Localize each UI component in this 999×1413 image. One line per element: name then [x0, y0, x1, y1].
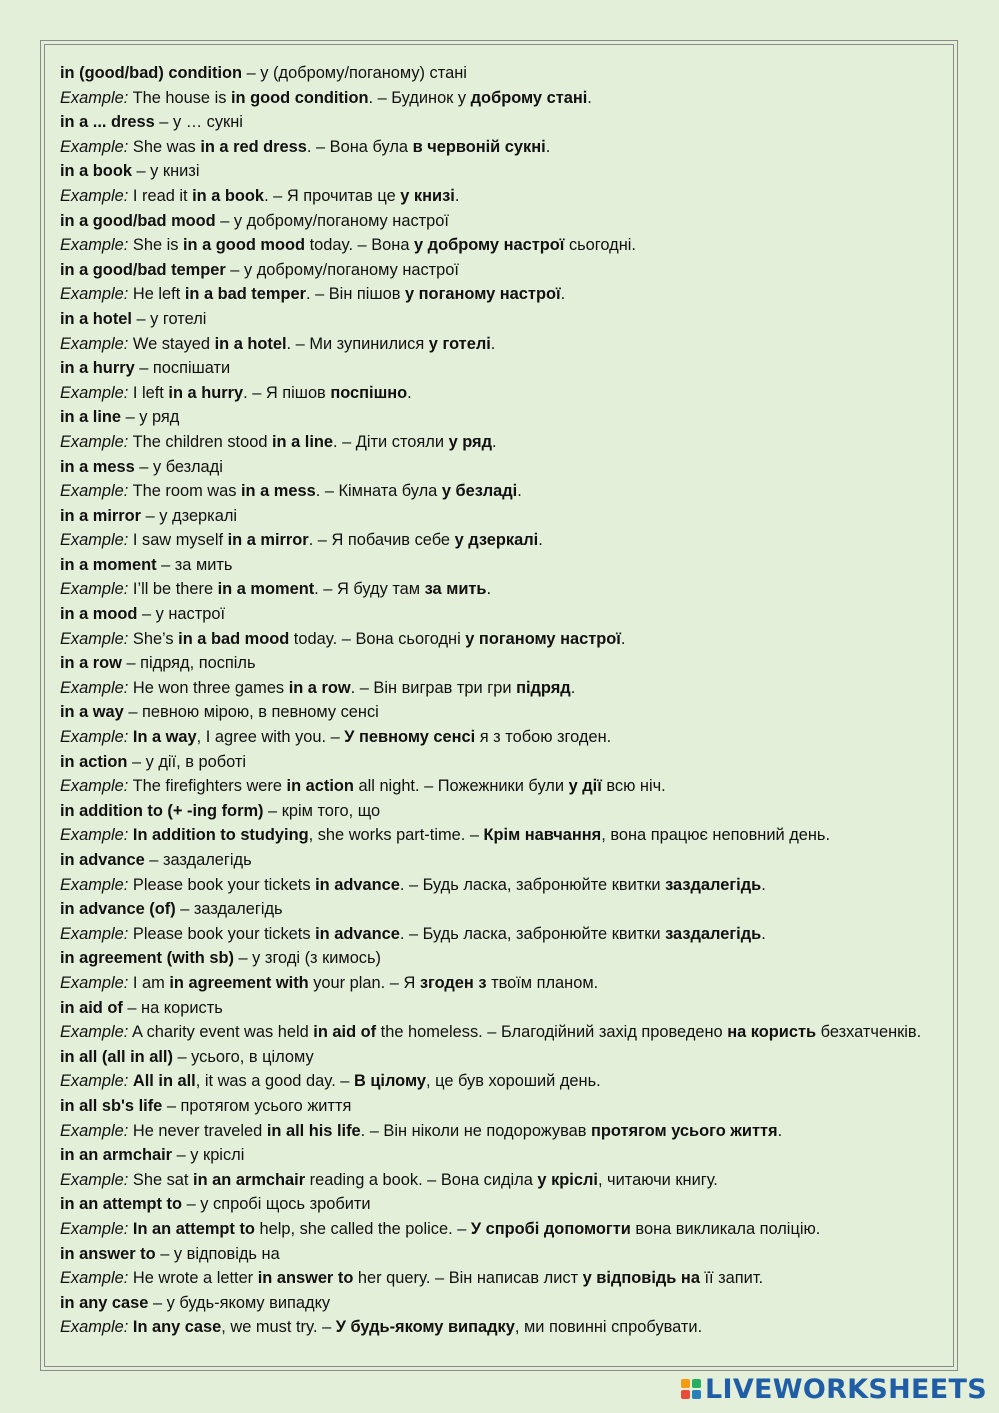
example-highlight: у готелі — [428, 334, 491, 353]
phrase-entry — [60, 946, 930, 971]
phrase-term: in any case — [60, 1293, 149, 1312]
phrase-term: in aid of — [60, 998, 123, 1017]
example-text: . — [492, 432, 497, 451]
example-text: He left — [132, 285, 185, 304]
phrase-entry — [60, 455, 930, 480]
phrase-term: in a ... dress — [60, 113, 155, 132]
example-text: . — [761, 875, 766, 894]
example-sentence — [60, 430, 930, 455]
example-highlight: in all his life — [266, 1121, 361, 1140]
phrase-translation: – у книзі — [131, 162, 200, 181]
example-text: . — [777, 1121, 783, 1140]
example-highlight: in a hotel — [214, 334, 287, 353]
example-sentence — [60, 1069, 930, 1094]
phrase-translation: – усього, в цілому — [172, 1047, 314, 1066]
example-highlight: in answer to — [257, 1269, 354, 1288]
example-text: . – Він ніколи не подорожував — [360, 1121, 592, 1140]
example-text: вона викликала поліцію. — [630, 1219, 821, 1238]
example-highlight: у поганому настрої — [465, 629, 621, 648]
example-sentence — [60, 233, 930, 258]
liveworksheets-logo — [681, 1372, 987, 1406]
phrase-entry — [60, 356, 930, 381]
example-highlight: in a book — [192, 186, 265, 205]
example-text: . — [517, 482, 522, 501]
example-text: , це був хороший день. — [426, 1072, 601, 1091]
example-text: The firefighters were — [132, 777, 287, 796]
phrase-term: in a mess — [60, 457, 135, 476]
example-text: . — [570, 678, 576, 697]
example-highlight: У спробі допомогти — [470, 1219, 631, 1238]
example-highlight: у дзеркалі — [454, 531, 539, 550]
example-text: твоїм планом. — [486, 973, 599, 992]
phrase-translation: – на користь — [122, 998, 223, 1017]
phrase-translation: – у безладі — [134, 457, 223, 476]
example-label: Example: — [60, 88, 129, 107]
example-text: . – Будь ласка, забронюйте квитки — [399, 924, 666, 943]
example-highlight: у дії — [568, 777, 602, 796]
example-sentence — [60, 381, 930, 406]
example-text: all night. – Пожежники були — [353, 777, 569, 796]
phrase-entry — [60, 307, 930, 332]
example-sentence — [60, 577, 930, 602]
phrase-term: in a moment — [60, 555, 157, 574]
example-highlight: заздалегідь — [665, 875, 762, 894]
example-highlight: В цілому — [353, 1072, 427, 1091]
example-highlight: in a good mood — [183, 236, 306, 255]
example-label: Example: — [60, 236, 129, 255]
example-text: . – Я побачив себе — [308, 531, 455, 550]
phrase-term: in a mirror — [60, 506, 142, 525]
phrase-entry — [60, 1045, 930, 1070]
phrase-entry — [60, 700, 930, 725]
example-highlight: All in all — [132, 1072, 196, 1091]
example-text: всю ніч. — [601, 777, 666, 796]
phrase-entry — [60, 1192, 930, 1217]
example-highlight: in a red dress — [200, 137, 307, 156]
example-highlight: in advance — [315, 875, 400, 894]
example-highlight: У будь-якому випадку — [335, 1318, 515, 1337]
phrase-term: in an attempt to — [60, 1195, 183, 1214]
phrase-translation: – крім того, що — [263, 801, 381, 820]
example-sentence — [60, 922, 930, 947]
example-text: . – Я пішов — [243, 383, 331, 402]
phrase-entry — [60, 258, 930, 283]
example-text: , I agree with you. – — [196, 728, 345, 747]
example-text: , ми повинні спробувати. — [514, 1318, 703, 1337]
phrase-term: in a way — [60, 703, 124, 722]
example-text: . — [486, 580, 492, 599]
example-highlight: підряд — [516, 678, 571, 697]
example-label: Example: — [60, 1318, 129, 1337]
phrase-term: in a row — [60, 654, 122, 673]
example-text: the homeless. – Благодійний захід проведено — [376, 1023, 728, 1042]
example-text: reading a book. – Вона сиділа — [305, 1170, 538, 1189]
phrase-translation: – підряд, поспіль — [121, 654, 256, 673]
example-text: , we must try. – — [221, 1318, 336, 1337]
phrase-entry — [60, 602, 930, 627]
example-highlight: in action — [286, 777, 354, 796]
example-highlight: протягом усього життя — [591, 1121, 778, 1140]
example-text: . – Діти стояли — [333, 432, 449, 451]
phrase-term: in action — [60, 752, 128, 771]
phrase-entry — [60, 1291, 930, 1316]
example-text: He never traveled — [132, 1121, 267, 1140]
example-text: today. – Вона сьогодні — [289, 629, 466, 648]
phrase-entry — [60, 897, 930, 922]
example-text: , it was a good day. – — [195, 1072, 354, 1091]
example-text: He wrote a letter — [132, 1269, 258, 1288]
example-sentence — [60, 1168, 930, 1193]
phrase-translation: – заздалегідь — [175, 900, 283, 919]
example-text: A charity event was held — [131, 1023, 314, 1042]
example-highlight: In any case — [132, 1318, 222, 1337]
phrase-term: in a good/bad temper — [60, 260, 226, 279]
example-highlight: in a bad mood — [178, 629, 290, 648]
example-text: . – Вона була — [306, 137, 413, 156]
example-sentence — [60, 184, 930, 209]
example-highlight: у безладі — [441, 482, 518, 501]
example-sentence — [60, 1020, 930, 1045]
example-text: your plan. – Я — [308, 973, 420, 992]
example-label: Example: — [60, 728, 129, 747]
phrase-term: in a good/bad mood — [60, 211, 216, 230]
phrase-entry — [60, 110, 930, 135]
logo-square — [692, 1379, 701, 1388]
example-sentence — [60, 1315, 930, 1340]
example-label: Example: — [60, 137, 129, 156]
example-highlight: поспішно — [330, 383, 408, 402]
example-text: I read it — [132, 186, 193, 205]
example-sentence — [60, 676, 930, 701]
example-sentence — [60, 725, 930, 750]
example-label: Example: — [60, 186, 129, 205]
example-label: Example: — [60, 1269, 129, 1288]
phrase-translation: – у дзеркалі — [141, 506, 238, 525]
example-text: He won three games — [132, 678, 289, 697]
example-sentence — [60, 774, 930, 799]
example-highlight: in a line — [272, 432, 334, 451]
example-label: Example: — [60, 531, 129, 550]
example-text: . – Будь ласка, забронюйте квитки — [399, 875, 666, 894]
example-text: her query. – Він написав лист — [353, 1269, 583, 1288]
phrase-entry — [60, 651, 930, 676]
example-highlight: In an attempt to — [132, 1219, 255, 1238]
example-highlight: in a row — [288, 678, 351, 697]
example-label: Example: — [60, 383, 129, 402]
phrase-translation: – заздалегідь — [144, 851, 252, 869]
example-highlight: у доброму настрої — [414, 236, 565, 255]
example-label: Example: — [60, 875, 129, 894]
example-sentence — [60, 282, 930, 307]
example-highlight: In addition to studying — [132, 826, 309, 845]
phrase-translation: – у будь-якому випадку — [148, 1293, 331, 1312]
phrase-term: in addition to (+ -ing form) — [60, 801, 264, 820]
example-label: Example: — [60, 285, 129, 304]
phrase-translation: – за мить — [156, 555, 233, 574]
example-highlight: in a hurry — [168, 383, 244, 402]
example-sentence — [60, 971, 930, 996]
example-sentence — [60, 1266, 930, 1291]
example-highlight: згоден з — [419, 973, 487, 992]
phrase-entry — [60, 504, 930, 529]
phrase-entry — [60, 405, 930, 430]
example-text: I am — [132, 973, 170, 992]
phrase-term: in answer to — [60, 1244, 156, 1263]
phrase-translation: – у дії, в роботі — [127, 752, 247, 771]
example-sentence — [60, 479, 930, 504]
example-highlight: у кріслі — [537, 1170, 598, 1189]
example-highlight: In a way — [132, 728, 197, 747]
phrase-term: in agreement (with sb) — [60, 949, 234, 968]
example-text: . – Ми зупинилися — [286, 334, 429, 353]
phrase-entry — [60, 750, 930, 775]
logo-square — [681, 1390, 690, 1399]
phrase-term: in a mood — [60, 605, 138, 624]
example-text: , she works part-time. – — [308, 826, 484, 845]
example-highlight: in aid of — [313, 1023, 377, 1042]
example-label: Example: — [60, 432, 129, 451]
example-highlight: на користь — [727, 1023, 817, 1042]
example-label: Example: — [60, 629, 129, 648]
example-label: Example: — [60, 334, 129, 353]
example-text: She is — [132, 236, 183, 255]
example-text: . — [407, 383, 412, 402]
example-sentence — [60, 627, 930, 652]
example-sentence — [60, 528, 930, 553]
example-highlight: in a mirror — [227, 531, 309, 550]
phrase-entry — [60, 1094, 930, 1119]
phrase-translation: – у згоді (з кимось) — [233, 949, 382, 968]
example-text: . – Я прочитав це — [264, 186, 401, 205]
phrase-translation: – у відповідь на — [155, 1244, 280, 1263]
phrase-translation: – у доброму/поганому настрої — [215, 211, 449, 230]
example-label: Example: — [60, 1121, 129, 1140]
phrase-term: in an armchair — [60, 1146, 173, 1165]
example-text: . — [560, 285, 566, 304]
example-highlight: у відповідь на — [582, 1269, 700, 1288]
phrase-translation: – протягом усього життя — [162, 1096, 352, 1115]
example-text: I’ll be there — [132, 580, 218, 599]
example-text: She’s — [132, 629, 179, 648]
example-sentence — [60, 135, 930, 160]
example-highlight: in a bad temper — [184, 285, 306, 304]
logo-square — [681, 1379, 690, 1388]
example-text: . – Він виграв три гри — [350, 678, 517, 697]
phrase-translation: – поспішати — [134, 359, 231, 378]
example-text: . – Кімната була — [315, 482, 442, 501]
example-label: Example: — [60, 482, 129, 501]
phrase-entry — [60, 848, 930, 873]
example-text: . – Він пішов — [305, 285, 405, 304]
example-label: Example: — [60, 1170, 129, 1189]
phrase-translation: – у (доброму/поганому) стані — [242, 64, 467, 82]
phrase-term: in a book — [60, 162, 132, 181]
example-text: She sat — [132, 1170, 194, 1189]
phrase-term: in a hurry — [60, 359, 135, 378]
logo-text: LIVEWORKSHEETS — [704, 1373, 987, 1405]
phrase-term: in advance (of) — [60, 900, 176, 919]
phrase-entry — [60, 209, 930, 234]
example-sentence — [60, 1119, 930, 1144]
example-text: . — [454, 186, 460, 205]
example-text: , читаючи книгу. — [597, 1170, 718, 1189]
example-text: . – Я буду там — [314, 580, 425, 599]
example-text: . — [538, 531, 543, 550]
phrase-translation: – у спробі щось зробити — [182, 1195, 371, 1214]
example-sentence — [60, 823, 930, 848]
phrase-translation: – у готелі — [131, 309, 207, 328]
example-label: Example: — [60, 1072, 129, 1091]
example-highlight: доброму стані — [470, 88, 588, 107]
phrase-translation: – у … сукні — [154, 113, 243, 132]
phrase-term: in a hotel — [60, 309, 132, 328]
phrase-term: in a line — [60, 408, 122, 427]
phrase-term: in all sb's life — [60, 1096, 163, 1115]
example-text: She was — [132, 137, 201, 156]
example-text: . — [490, 334, 496, 353]
phrase-translation: – у настрої — [137, 605, 226, 624]
example-text: The house is — [132, 88, 231, 107]
example-text: безхатченків. — [816, 1023, 922, 1042]
phrase-translation: – у ряд — [121, 408, 180, 427]
example-label: Example: — [60, 924, 129, 943]
example-highlight: in agreement with — [169, 973, 309, 992]
logo-mark-icon — [681, 1379, 701, 1399]
phrase-list — [60, 61, 930, 1340]
example-text: . — [545, 137, 551, 156]
example-highlight: in advance — [315, 924, 400, 943]
example-sentence — [60, 86, 930, 111]
example-text: . — [761, 924, 766, 943]
example-label: Example: — [60, 580, 129, 599]
example-highlight: in a mess — [241, 482, 316, 501]
logo-square — [692, 1390, 701, 1399]
example-highlight: in good condition — [231, 88, 369, 107]
example-sentence — [60, 332, 930, 357]
example-label: Example: — [60, 777, 129, 796]
example-text: today. – Вона — [305, 236, 414, 255]
example-highlight: in an armchair — [193, 1170, 306, 1189]
example-text: Please book your tickets — [132, 924, 316, 943]
phrase-entry — [60, 799, 930, 824]
example-text: I saw myself — [132, 531, 228, 550]
example-label: Example: — [60, 973, 129, 992]
example-text: We stayed — [132, 334, 215, 353]
example-text: The children stood — [132, 432, 272, 451]
example-label: Example: — [60, 678, 129, 697]
phrase-entry — [60, 1242, 930, 1267]
example-highlight: за мить — [424, 580, 487, 599]
example-text: , вона працює неповний день. — [601, 826, 831, 845]
phrase-translation: – певною мірою, в певному сенсі — [123, 703, 379, 722]
phrase-entry — [60, 996, 930, 1021]
phrase-translation: – у кріслі — [172, 1146, 245, 1165]
example-text: . — [620, 629, 626, 648]
example-label: Example: — [60, 1219, 129, 1238]
example-sentence — [60, 873, 930, 898]
example-text: The room was — [132, 482, 241, 501]
example-text: help, she called the police. – — [254, 1219, 471, 1238]
phrase-entry — [60, 61, 930, 86]
example-text: I left — [132, 383, 169, 402]
example-sentence — [60, 1217, 930, 1242]
example-text: сьогодні. — [564, 236, 636, 255]
example-highlight: in a moment — [217, 580, 315, 599]
phrase-entry — [60, 1143, 930, 1168]
example-highlight: у поганому настрої — [404, 285, 561, 304]
example-highlight: у ряд — [448, 432, 492, 451]
example-highlight: у книзі — [400, 186, 455, 205]
example-label: Example: — [60, 826, 129, 845]
example-text: Please book your tickets — [132, 875, 316, 894]
example-highlight: заздалегідь — [665, 924, 762, 943]
example-label: Example: — [60, 1023, 129, 1042]
phrase-entry — [60, 553, 930, 578]
example-text: її запит. — [699, 1269, 764, 1288]
phrase-term: in advance — [60, 851, 145, 869]
example-text: . – Будинок у — [368, 88, 471, 107]
phrase-translation: – у доброму/поганому настрої — [225, 260, 459, 279]
phrase-term: in (good/bad) condition — [60, 64, 243, 82]
example-text: . — [587, 88, 592, 107]
example-highlight: Крім навчання — [483, 826, 602, 845]
example-highlight: в червоній сукні — [412, 137, 546, 156]
example-highlight: У певному сенсі — [344, 728, 476, 747]
phrase-entry — [60, 159, 930, 184]
example-text: я з тобою згоден. — [475, 728, 612, 747]
phrase-term: in all (all in all) — [60, 1047, 173, 1066]
